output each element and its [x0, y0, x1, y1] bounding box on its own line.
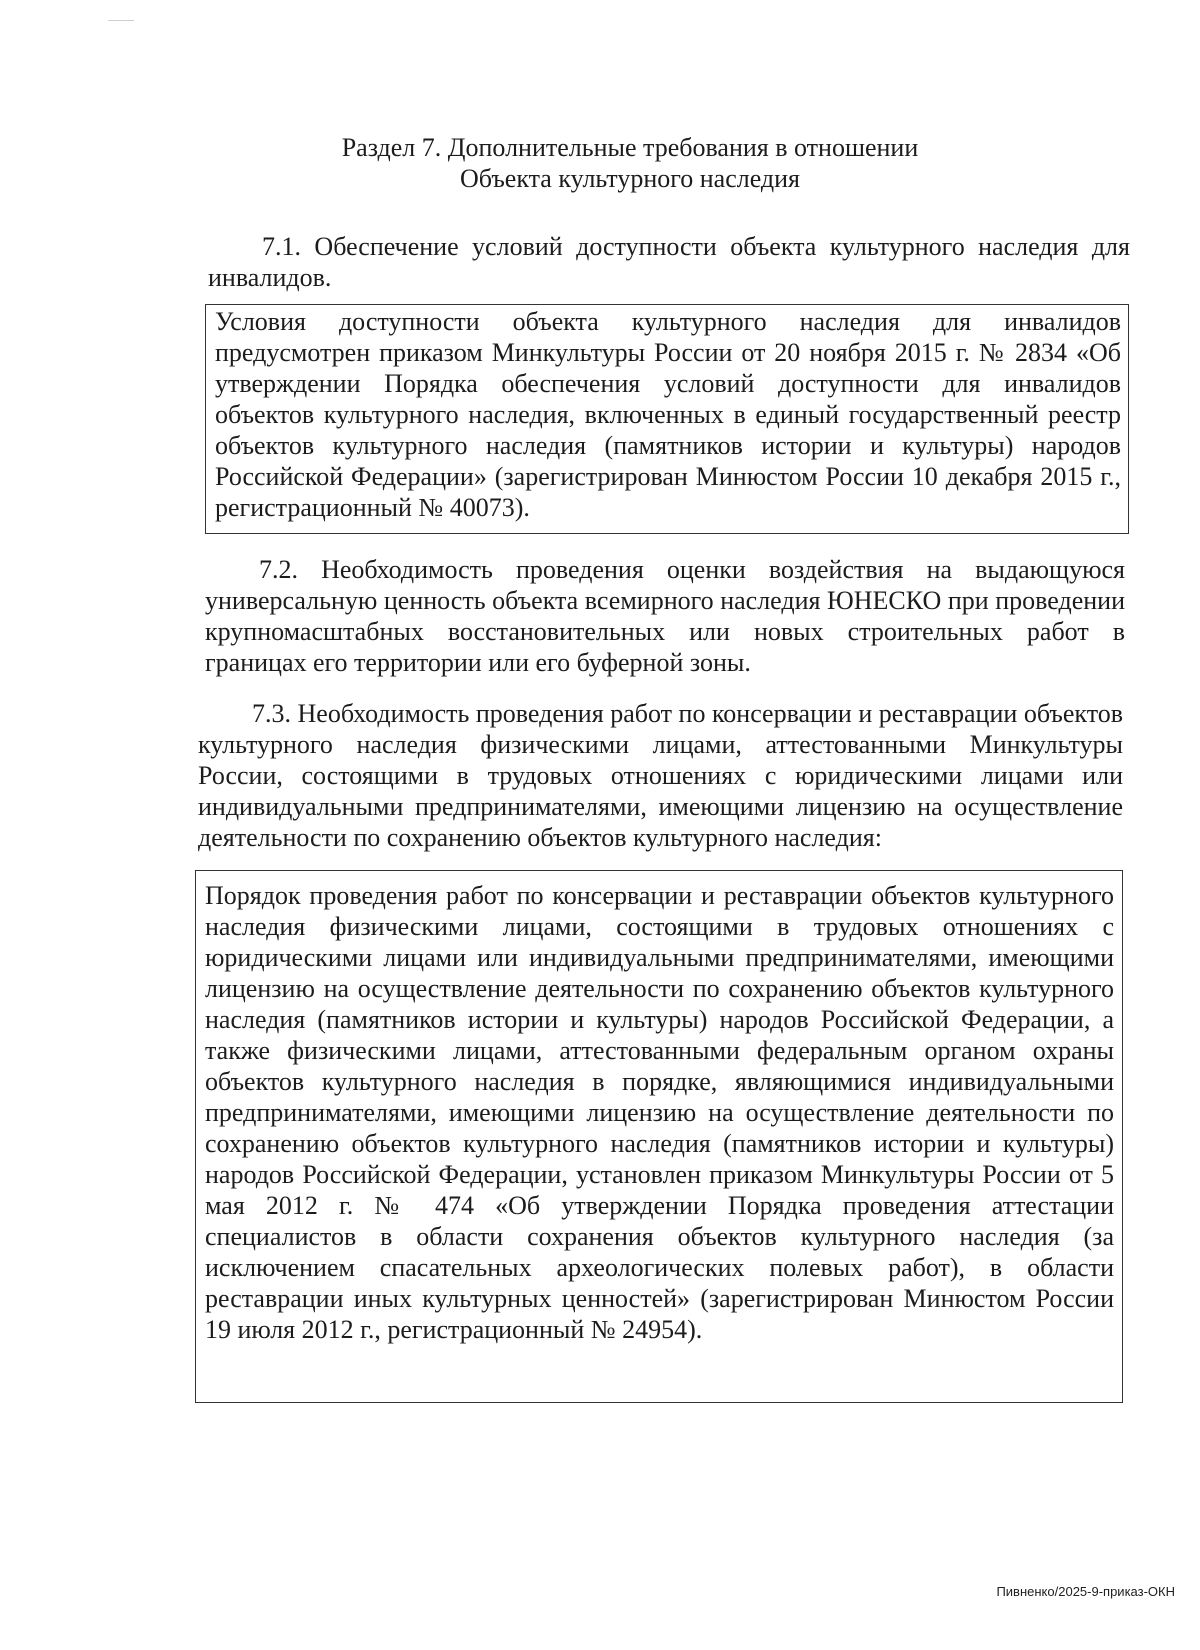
- paragraph-7-2: 7.2. Необходимость проведения оценки воздействия на выдающуюся универсальную ценность объекта всемирного наследия ЮНЕСКО при проведении крупномасштабных восстановительных или новых строительных работ в границах его территории или его буферной зоны.: [205, 555, 1125, 677]
- framed-note-7-3: Порядок проведения работ по консервации и реставрации объектов культурного наследия физическими лицами, состоящими в трудовых отношениях с юридическими лицами или индивидуальными предпринимателями, имеющими лицензию на осуществление деятельности по сохранению объектов культурного наследия (памятников истории и культуры) народов Российской Федерации, а также физическими лицами, аттестованными федеральным органом охраны объектов культурного наследия в порядке, являющимися индивидуальными предпринимателями, имеющими лицензию на осуществление деятельности по сохранению объектов культурного наследия (памятников истории и культуры) народов Российской Федерации, установлен приказом Минкультуры России от 5 мая 2012 г. № 474 «Об утверждении Порядка проведения аттестации специалистов в области сохранения объектов культурного наследия (за исключением спасательных археологических полевых работ), в области реставрации иных культурных ценностей» (зарегистрирован Минюстом России 19 июля 2012 г., регистрационный № 24954).: [195, 870, 1123, 1403]
- section-heading-line-2: Объекта культурного наследия: [459, 164, 801, 193]
- section-heading-line-1: Раздел 7. Дополнительные требования в отношении: [341, 133, 919, 162]
- framed-note-7-1: Условия доступности объекта культурного наследия для инвалидов предусмотрен приказом Минкультуры России от 20 ноября 2015 г. № 2834 «Об утверждении Порядка обеспечения условий доступности для инвалидов объектов культурного наследия, включенных в единый государственный реестр объектов культурного наследия (памятников истории и культуры) народов Российской Федерации» (зарегистрирован Минюстом России 10 декабря 2015 г., регистрационный № 40073).: [205, 304, 1129, 534]
- section-heading: [0, 132, 1200, 194]
- paragraph-7-3: 7.3. Необходимость проведения работ по консервации и реставрации объектов культурного наследия физическими лицами, аттестованными Минкультуры России, состоящими в трудовых отношениях с юридическими лицами или индивидуальными предпринимателями, имеющими лицензию на осуществление деятельности по сохранению объектов культурного наследия:: [198, 699, 1123, 852]
- scan-artifact-line: [108, 20, 134, 21]
- document-reference-footer: Пивненко/2025-9-приказ-ОКН: [996, 1584, 1175, 1599]
- paragraph-7-1: 7.1. Обеспечение условий доступности объекта культурного наследия для инвалидов.: [208, 232, 1130, 292]
